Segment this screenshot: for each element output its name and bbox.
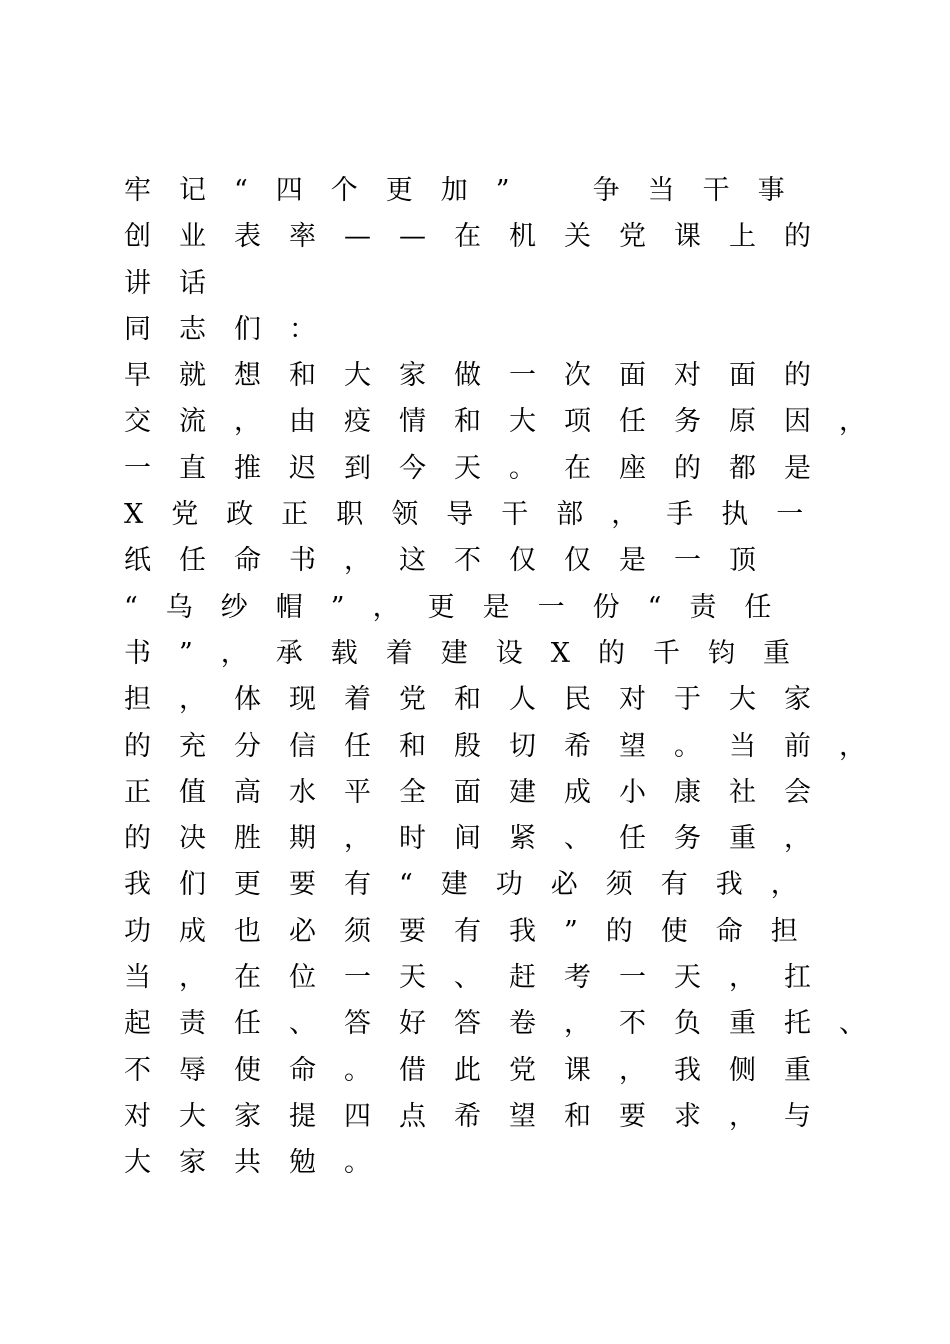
title-line-2: 创业表率——在机关党课上的 (124, 221, 839, 253)
paragraph-line: 纸任命书，这不仅仅是一顶 (124, 545, 784, 577)
paragraph-line: X党政正职领导干部，手执一 (124, 499, 832, 531)
paragraph-line: 的决胜期，时间紧、任务重， (124, 823, 839, 855)
paragraph-line: 担，体现着党和人民对于大家 (124, 684, 839, 716)
title-line-3: 讲话 (124, 267, 234, 299)
paragraph-line: 我们更要有“建功必须有我， (124, 869, 826, 901)
body-text (124, 168, 894, 1187)
paragraph-line: 大家共勉。 (124, 1147, 399, 1179)
paragraph-line: 交流，由疫情和大项任务原因， (124, 406, 894, 438)
paragraph-line: 一直推迟到今天。在座的都是 (124, 452, 839, 484)
paragraph-line: 起责任、答好答卷，不负重托、 (124, 1008, 894, 1040)
paragraph-line: 功成也必须要有我”的使命担 (124, 915, 826, 947)
paragraph-line: 不辱使命。借此党课，我侧重 (124, 1054, 839, 1086)
salutation: 同志们： (124, 313, 344, 345)
paragraph-line: 当，在位一天、赶考一天，扛 (124, 962, 839, 994)
paragraph-line: “乌纱帽”，更是一份“责任 (124, 591, 800, 623)
paragraph-line: 对大家提四点希望和要求，与 (124, 1100, 839, 1132)
paragraph-line: 书”，承载着建设X的千钧重 (124, 637, 819, 669)
title-line-1: 牢记“四个更加” 争当干事 (124, 175, 813, 206)
paragraph-line: 的充分信任和殷切希望。当前， (124, 730, 894, 762)
paragraph-line: 早就想和大家做一次面对面的 (124, 360, 839, 392)
paragraph-line: 正值高水平全面建成小康社会 (124, 776, 839, 808)
